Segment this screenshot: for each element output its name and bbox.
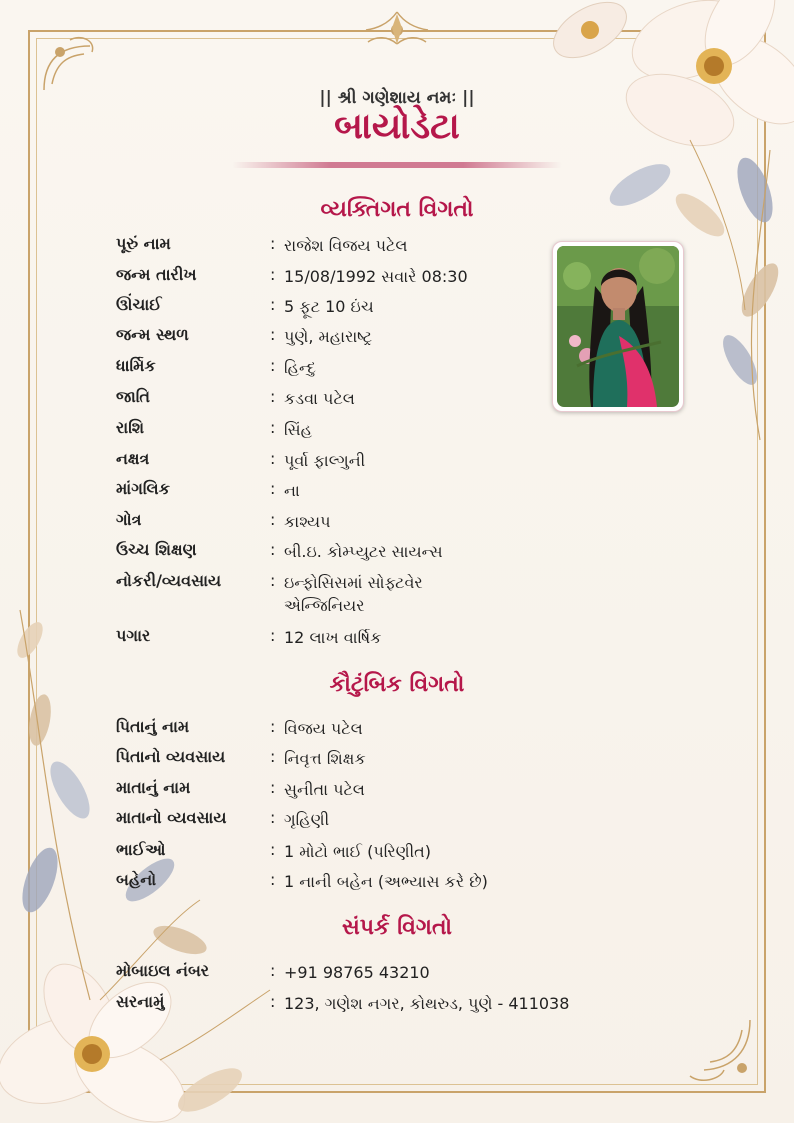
contact-section-title: સંપર્ક વિગતો (341, 915, 453, 940)
row-value: 1 મોટો ભાઈ (પરિણીત) (284, 842, 432, 861)
row-separator: : (270, 747, 276, 766)
row-label: નોકરી/વ્યવસાય (116, 571, 222, 590)
row-label: બહેનો (116, 870, 157, 889)
row-value: પૂર્વા ફાલ્ગુની (284, 451, 366, 470)
row-separator: : (270, 808, 276, 827)
row-value: ઇન્ફોસિસમાં સોફ્ટવેર એન્જિનિયર (284, 573, 423, 615)
row-value: બી.ઇ. કોમ્પ્યુટર સાયન્સ (284, 542, 443, 561)
row-label: જાતિ (116, 387, 151, 406)
row-label: માતાનો વ્યવસાય (116, 808, 227, 827)
row-label: ઊંચાઈ (116, 295, 162, 314)
personal-section-title: વ્યક્તિગત વિગતો (320, 197, 474, 222)
row-value: સુનીતા પટેલ (284, 780, 365, 799)
row-value: 1 નાની બહેન (અભ્યાસ કરે છે) (284, 872, 488, 891)
row-label: ભાઈઓ (116, 840, 166, 859)
row-label: સરનામું (116, 992, 165, 1011)
row-separator: : (270, 234, 276, 253)
row-separator: : (270, 265, 276, 284)
row-label: ઉચ્ચ શિક્ષણ (116, 540, 197, 559)
row-label: ગોત્ર (116, 510, 142, 529)
family-section-title: કૌટુંબિક વિગતો (329, 672, 465, 697)
title-divider (232, 162, 562, 168)
row-value: નિવૃત્ત શિક્ષક (284, 749, 366, 768)
row-value: 15/08/1992 સવારે 08:30 (284, 267, 468, 286)
row-separator: : (270, 992, 276, 1011)
row-value: સિંહ (284, 420, 312, 439)
row-label: પિતાનું નામ (116, 717, 190, 736)
row-label: જન્મ તારીખ (116, 265, 197, 284)
row-separator: : (270, 449, 276, 468)
profile-photo (552, 241, 684, 412)
row-separator: : (270, 778, 276, 797)
row-value: 12 લાખ વાર્ષિક (284, 628, 382, 647)
row-value: કાશ્યપ (284, 512, 331, 531)
row-value: 123, ગણેશ નગર, કોથરુડ, પુણે - 411038 (284, 994, 570, 1013)
row-label: મોબાઇલ નંબર (116, 961, 210, 980)
row-label: રાશિ (116, 418, 145, 437)
row-label: માંગલિક (116, 479, 170, 498)
row-value: ગૃહિણી (284, 810, 330, 829)
row-value: +91 98765 43210 (284, 963, 430, 982)
row-label: પૂરું નામ (116, 234, 171, 253)
row-value: પુણે, મહારાષ્ટ્ર (284, 327, 373, 346)
page-title: બાયોડેટા (334, 106, 460, 147)
row-separator: : (270, 717, 276, 736)
row-value: 5 ફૂટ 10 ઇંચ (284, 297, 374, 316)
row-label: જન્મ સ્થળ (116, 325, 189, 344)
row-separator: : (270, 540, 276, 559)
row-label: પિતાનો વ્યવસાય (116, 747, 226, 766)
row-separator: : (270, 295, 276, 314)
row-value: રાજેશ વિજય પટેલ (284, 236, 408, 255)
invocation-text: || શ્રી ગણેશાય નમઃ || (319, 88, 475, 108)
row-separator: : (270, 961, 276, 980)
row-separator: : (270, 840, 276, 859)
row-separator: : (270, 325, 276, 344)
row-label: નક્ષત્ર (116, 449, 150, 468)
row-separator: : (270, 356, 276, 375)
portrait-image (557, 246, 679, 407)
row-separator: : (270, 418, 276, 437)
row-separator: : (270, 870, 276, 889)
row-value: કડવા પટેલ (284, 389, 355, 408)
row-separator: : (270, 626, 276, 645)
row-value: હિન્દુ (284, 358, 316, 377)
row-separator: : (270, 510, 276, 529)
row-label: માતાનું નામ (116, 778, 191, 797)
row-label: ધાર્મિક (116, 356, 156, 375)
row-separator: : (270, 479, 276, 498)
row-label: પગાર (116, 626, 151, 645)
row-separator: : (270, 387, 276, 406)
row-separator: : (270, 571, 276, 590)
row-value: વિજય પટેલ (284, 719, 363, 738)
row-value: ના (284, 481, 300, 500)
